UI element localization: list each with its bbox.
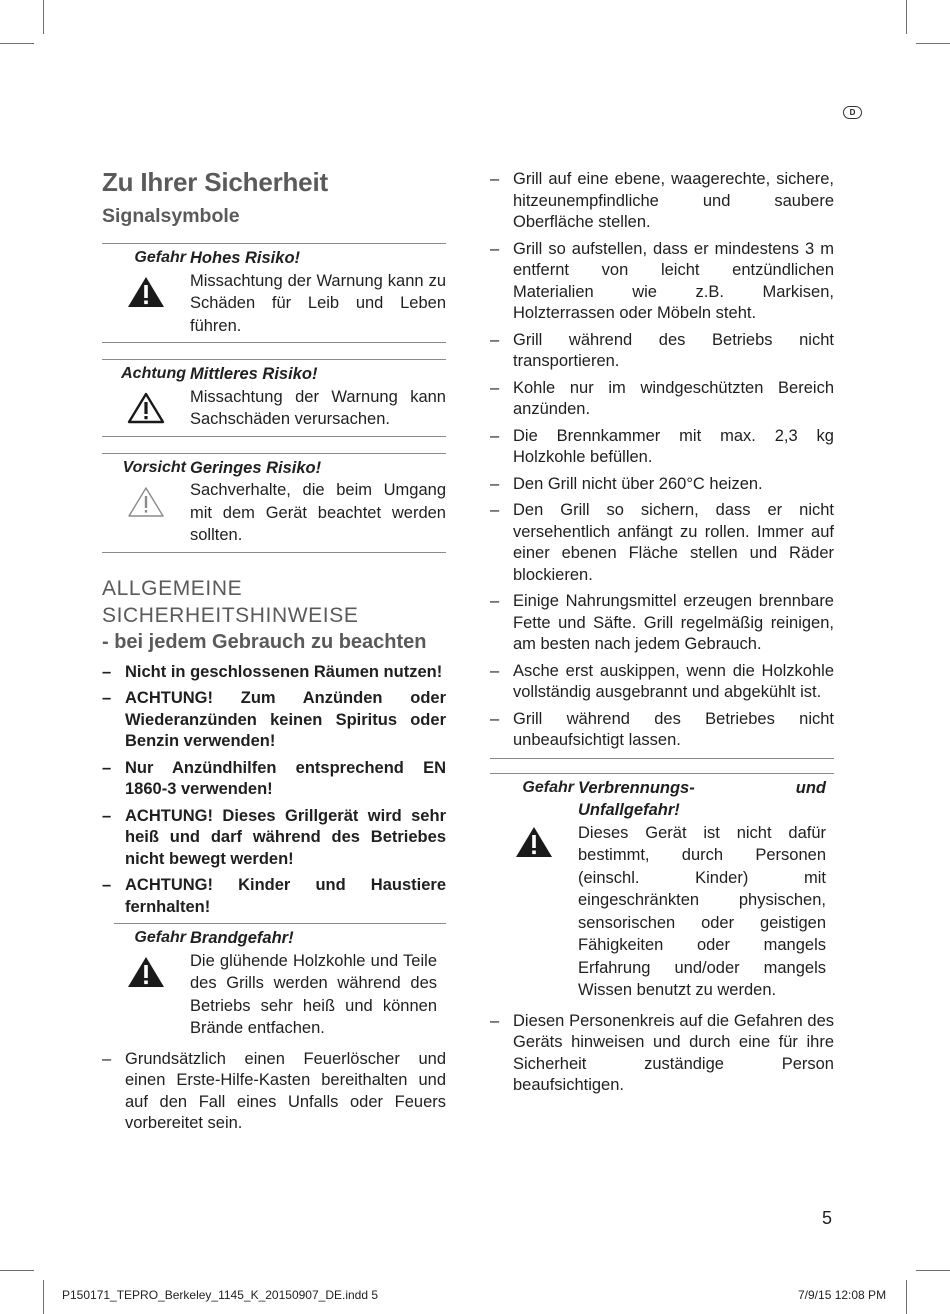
- page-subtitle: Signalsymbole: [102, 205, 240, 227]
- list-item: – ACHTUNG! Kinder und Haustiere fernhalten!: [102, 875, 446, 918]
- section-title-line1: ALLGEMEINE: [102, 576, 243, 600]
- list-item: – Den Grill so sichern, dass er nicht versehentlich anfängt zu rollen. Immer auf einer ebenen Fläche stellen und Räder blockieren.: [490, 500, 834, 586]
- list-item: – Einige Nahrungsmittel erzeugen brennbare Fette und Säfte. Grill regelmäßig reinigen, am besten nach jedem Gebrauch.: [490, 591, 834, 656]
- list-item: – Grundsätzlich einen Feuerlöscher und einen Erste-Hilfe-Kasten bereithalten und auf den Fall eines Unfalls oder Feuers vorbereitet sein.: [102, 1049, 446, 1135]
- list-item: – Den Grill nicht über 260°C heizen.: [490, 474, 834, 496]
- warning-filled-icon: [126, 955, 166, 989]
- crop-mark-top-left-h: [0, 43, 34, 44]
- list-item: – Asche erst auskippen, wenn die Holzkohle vollständig ausgebrannt und abgekühlt ist.: [490, 661, 834, 704]
- list-item: – Die Brennkammer mit max. 2,3 kg Holzkohle befüllen.: [490, 426, 834, 469]
- section-subtitle: - bei jedem Gebrauch zu beachten: [102, 630, 427, 653]
- left-column: [102, 165, 446, 1140]
- warning-filled-icon: [514, 825, 554, 859]
- signal-risk: Brandgefahr!: [190, 929, 294, 947]
- signal-danger: [102, 244, 446, 342]
- signal-text: Dieses Gerät ist nicht dafür bestimmt, durch Personen (einschl. Kinder) mit eingeschränkten physischen, sensorischen oder geistigen Fähigkeiten oder mangels Erfahrung und/oder mangels Wissen benutzt zu werden.: [578, 823, 826, 999]
- list-item: – Kohle nur im windgeschützten Bereich anzünden.: [490, 378, 834, 421]
- signal-text: Sachverhalte, die beim Umgang mit dem Gerät beachtet werden sollten.: [190, 481, 446, 544]
- signal-caution: [102, 360, 446, 436]
- signal-injury-danger: [490, 774, 834, 1007]
- crop-mark-top-right-h: [916, 43, 950, 44]
- signal-risk: Mittleres Risiko!: [190, 365, 318, 383]
- final-list-right: [490, 1011, 834, 1097]
- crop-mark-top-right-v: [906, 0, 907, 34]
- list-item: – ACHTUNG! Zum Anzünden oder Wiederanzünden keinen Spiritus oder Benzin verwenden!: [102, 688, 446, 753]
- page-number: 5: [822, 1208, 833, 1228]
- language-badge: D: [843, 106, 862, 119]
- crop-mark-bottom-right-h: [916, 1270, 950, 1271]
- signal-word: Gefahr: [522, 778, 574, 796]
- signal-word: Vorsicht: [122, 458, 186, 476]
- list-item: – Grill auf eine ebene, waagerechte, sichere, hitzeunempfindliche und saubere Oberfläche stellen.: [490, 169, 834, 234]
- list-item: – Diesen Personenkreis auf die Gefahren des Geräts hinweisen und durch eine für ihre Sicherheit zuständige Person beaufsichtigen.: [490, 1011, 834, 1097]
- signal-text: Missachtung der Warnung kann zu Schäden für Leib und Leben führen.: [190, 271, 446, 335]
- footer-file-info: P150171_TEPRO_Berkeley_1145_K_20150907_DE.indd 5: [62, 1288, 379, 1302]
- crop-mark-bottom-left-h: [0, 1270, 34, 1271]
- list-item: – Grill so aufstellen, dass er mindestens 3 m entfernt von leicht entzündlichen Materialien wie z.B. Markisen, Holzterrassen oder Möbeln steht.: [490, 239, 834, 325]
- signal-text: Missachtung der Warnung kann Sachschäden verursachen.: [190, 387, 446, 428]
- safety-list: [490, 169, 834, 752]
- signal-notice: [102, 454, 446, 552]
- list-item: – Grill während des Betriebes nicht unbeaufsichtigt lassen.: [490, 709, 834, 752]
- signal-word: Gefahr: [134, 929, 186, 946]
- signal-word: Achtung: [121, 365, 186, 382]
- crop-mark-bottom-left-v: [43, 1280, 44, 1314]
- footer-date: 7/9/15 12:08 PM: [798, 1288, 887, 1302]
- list-item: – ACHTUNG! Dieses Grillgerät wird sehr heiß und darf während des Betriebes nicht bewegt werden!: [102, 806, 446, 871]
- warning-light-icon: [126, 485, 166, 519]
- section-title-line2: SICHERHEITSHINWEISE: [102, 603, 359, 627]
- divider: [102, 552, 446, 553]
- signal-text: Die glühende Holzkohle und Teile des Grills werden während des Betriebs sehr heiß und können Brände entfachen.: [190, 951, 437, 1037]
- signal-risk: Geringes Risiko!: [190, 458, 322, 477]
- signal-fire-danger: [102, 924, 446, 1045]
- crop-mark-bottom-right-v: [906, 1280, 907, 1314]
- right-column: [490, 169, 834, 1102]
- list-item: – Grill während des Betriebs nicht transportieren.: [490, 330, 834, 373]
- final-list-left: [102, 1049, 446, 1135]
- page-title: Zu Ihrer Sicherheit: [102, 167, 328, 197]
- signal-risk: Verbrennungs- und Unfallgefahr!: [578, 778, 826, 819]
- crop-mark-top-left-v: [43, 0, 44, 34]
- bold-safety-list: [102, 662, 446, 919]
- signal-word: Gefahr: [134, 249, 186, 266]
- signal-risk: Hohes Risiko!: [190, 249, 301, 267]
- list-item: – Nur Anzündhilfen entsprechend EN 1860-3 verwenden!: [102, 758, 446, 801]
- list-item: – Nicht in geschlossenen Räumen nutzen!: [102, 662, 446, 684]
- warning-filled-icon: [126, 275, 166, 309]
- warning-outline-icon: [126, 391, 166, 425]
